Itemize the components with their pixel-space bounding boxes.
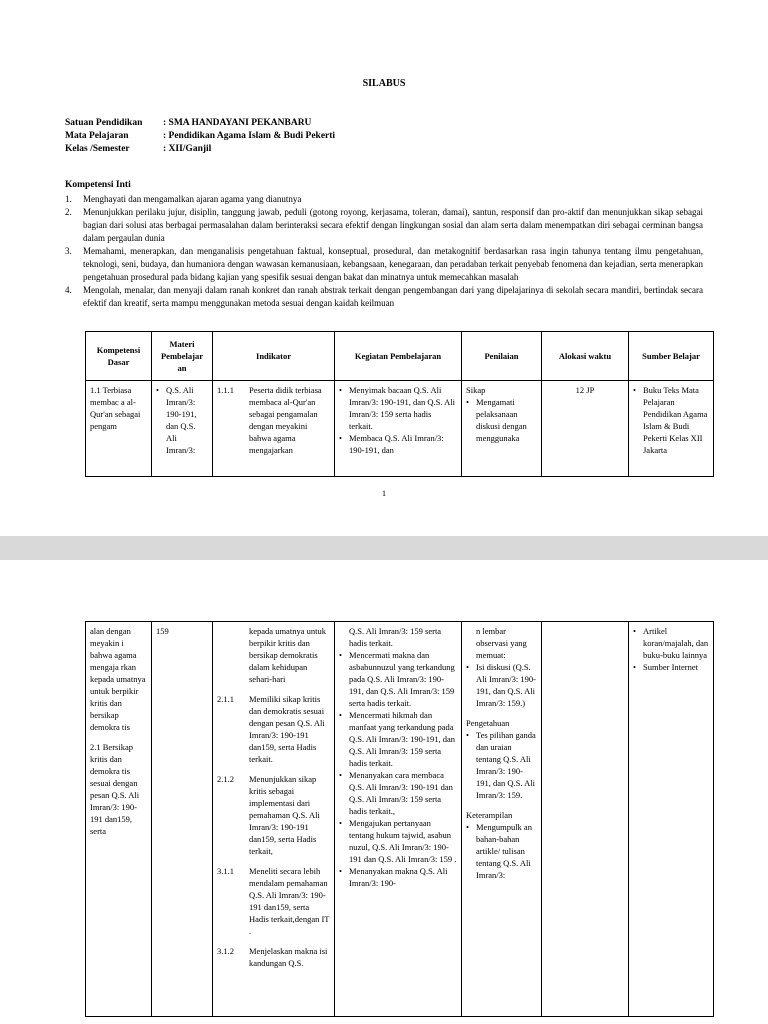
cell-indikator xyxy=(213,622,335,1017)
core-competency-list xyxy=(65,193,703,310)
pengetahuan-label: Pengetahuan xyxy=(466,718,510,728)
penilaian-continued: n lembar observasi yang memuat: xyxy=(476,626,527,660)
cell-kegiatan xyxy=(335,381,462,477)
ki-number: 2. xyxy=(65,207,72,217)
kegiatan-continued: Q.S. Ali Imran/3: 159 serta hadis terkait. xyxy=(349,626,442,648)
core-competency-item xyxy=(65,193,703,206)
header-penilaian: Penilaian xyxy=(462,332,542,381)
header-materi: Materi Pembelajar an xyxy=(152,332,213,381)
sumber-item: • Artikel koran/majalah, dan buku-buku lainnya xyxy=(633,625,709,661)
school-label: Satuan Pendidikan xyxy=(65,118,143,128)
indicator-text: kepada umatnya untuk berpikir kritis dan bersikap demokratis dalam kehidupan sehari-hari xyxy=(249,626,326,684)
cell-materi: 159 xyxy=(152,622,213,1017)
kegiatan-item: • Menyimak bacaan Q.S. Ali Imran/3: 190-191, dan Q.S. Ali Imran/3: 159 serta hadis terkait. xyxy=(339,384,457,432)
core-competency-heading: Kompetensi Inti xyxy=(65,180,131,190)
indicator-number: 3.1.2 xyxy=(217,946,234,956)
indicator-number: 3.1.1 xyxy=(217,866,234,876)
core-competency-item xyxy=(65,284,703,310)
indicator-text: Peserta didik terbiasa membaca al-Qur'an sebagai pengamalan dengan meyakini bahwa agama mengajarkan xyxy=(249,385,322,455)
cell-kd xyxy=(86,622,152,1017)
header-indikator: Indikator xyxy=(213,332,335,381)
kegiatan-item: • Mencermati makna dan asbabunnuzul yang terkandung pada Q.S. Ali Imran/3: 190-191, dan Q.S. Ali Imran/3: 159 serta hadis terkait. xyxy=(339,649,457,709)
sumber-item: • Sumber Internet xyxy=(633,661,709,673)
indicator-number: 1.1.1 xyxy=(217,385,234,395)
cell-penilaian xyxy=(462,622,542,1017)
penilaian-item: • Tes pilihan ganda dan uraian tentang Q.S. Ali Imran/3: 190-191, dan Q.S. Ali Imran/3: 159. xyxy=(466,729,537,801)
kegiatan-item: • Menanyakan cara membaca Q.S. Ali Imran/3: 190-191 dan Q.S. Ali Imran/3: 159 serta hadis terkait., xyxy=(339,769,457,817)
kegiatan-item: • Membaca Q.S. Ali Imran/3: 190-191, dan xyxy=(339,432,457,456)
indicator-text: Meneliti secara lebih mendalam pemahaman Q.S. Ali Imran/3: 190-191 dan159, serta Hadis terkait,dengan IT . xyxy=(249,866,330,936)
cell-sumber xyxy=(629,381,714,477)
school-value: : SMA HANDAYANI PEKANBARU xyxy=(163,118,312,128)
indicator-item xyxy=(217,945,330,969)
indicator-item xyxy=(217,384,330,456)
sumber-item: • Buku Teks Mata Pelajaran Pendidikan Agama Islam & Budi Pekerti Kelas XII Jakarta xyxy=(633,384,709,456)
page-number: 1 xyxy=(381,488,387,498)
syllabus-table-continued xyxy=(85,621,714,1017)
header-sumber: Sumber Belajar xyxy=(629,332,714,381)
header-alokasi: Alokasi waktu xyxy=(542,332,629,381)
cell-kegiatan xyxy=(335,622,462,1017)
core-competency-item xyxy=(65,206,703,245)
ki-text: Mengolah, menalar, dan menyaji dalam ranah konkret dan ranah abstrak terkait dengan pengembangan dari yang dipelajarinya di sekolah secara mandiri, bertindak secara efektif dan kreatif, serta mampu menggunakan metoda sesuai dengan kaidah keilmuan xyxy=(83,285,703,308)
header-kompetensi-dasar: Kompetensi Dasar xyxy=(86,332,152,381)
core-competency-item xyxy=(65,245,703,284)
penilaian-item: • Mengumpulk an bahan-bahan artikle/ tulisan tentang Q.S. Ali Imran/3: xyxy=(466,821,537,881)
penilaian-sikap-label: Sikap xyxy=(466,385,486,395)
kegiatan-item: • Menanyakan makna Q.S. Ali Imran/3: 190- xyxy=(339,865,457,889)
cell-kd: 1.1 Terbiasa membac a al-Qur'an sebagai pengam xyxy=(86,381,152,477)
kegiatan-item: • Mengajukan pertanyaan tentang hukum tajwid, asabun nuzul, Q.S. Ali Imran/3: 190-191 dan Q.S. Ali Imran/3: 159 . xyxy=(339,817,457,865)
indicator-number: 2.1.2 xyxy=(217,774,234,784)
kegiatan-item: • Mencermati hikmah dan manfaat yang terkandung pada Q.S. Ali Imran/3: 190-191, dan Q.S. Ali Imran/3: 159 serta hadis terkait. xyxy=(339,709,457,769)
class-semester-label: Kelas /Semester xyxy=(65,144,130,154)
table-row xyxy=(86,622,714,1017)
indicator-item xyxy=(217,693,330,765)
indicator-text: Menjelaskan makna isi kandungan Q.S. xyxy=(249,946,328,968)
ki-text: Memahami, menerapkan, dan menganalisis pengetahuan faktual, konseptual, prosedural, dan metakognitif berdasarkan rasa ingin tahunya tentang ilmu pengetahuan, teknologi, seni, budaya, dan humaniora dengan wawasan kemanusiaan, kebangsaan, kenegaraan, dan peradaban terkait penyebab fenomena dan kejadian, serta menerapkan pengetahuan prosedural pada bidang kajian yang spesifik sesuai dengan bakat dan minatnya untuk memecahkan masalah xyxy=(83,246,703,282)
cell-indikator xyxy=(213,381,335,477)
ki-number: 1. xyxy=(65,194,72,204)
penilaian-item: • Isi diskusi (Q.S. Ali Imran/3: 190-191, dan Q.S. Ali Imran/3: 159.) xyxy=(466,661,537,709)
indicator-item xyxy=(217,865,330,937)
cell-alokasi xyxy=(542,622,629,1017)
ki-number: 3. xyxy=(65,246,72,256)
ki-text: Menunjukkan perilaku jujur, disiplin, tanggung jawab, peduli (gotong royong, kerjasama, toleran, damai), santun, responsif dan pro-aktif dan menunjukkan sikap sebagai bagian dari solusi atas berbagai permasalahan dalam berinteraksi secara efektif dengan lingkungan sosial dan alam serta dalam menempatkan diri sebagai cerminan bangsa dalam pergaulan dunia xyxy=(83,207,703,243)
kd-2-1: 2.1 Bersikap kritis dan demokra tis sesuai dengan pesan Q.S. Ali Imran/3: 190-191 dan159, serta xyxy=(90,742,140,836)
indicator-item xyxy=(217,625,330,685)
header-kegiatan: Kegiatan Pembelajaran xyxy=(335,332,462,381)
indicator-text: Memiliki sikap kritis dan demokratis sesuai dengan pesan Q.S. Ali Imran/3: 190-191 dan159, serta Hadis terkait. xyxy=(249,694,325,764)
cell-sumber xyxy=(629,622,714,1017)
indicator-text: Menunjukkan sikap kritis sebagai implementasi dari pemahaman Q.S. Ali Imran/3: 190-191 dan159, serta Hadis terkait, xyxy=(249,774,320,856)
indicator-number: 2.1.1 xyxy=(217,694,234,704)
class-semester-value: : XII/Ganjil xyxy=(163,144,212,154)
cell-penilaian xyxy=(462,381,542,477)
kd-continued: alan dengan meyakin i bahwa agama mengaja rkan kepada umatnya untuk berpikir kritis dan bersikap demokra tis xyxy=(90,626,146,732)
cell-materi xyxy=(152,381,213,477)
materi-item: • Q.S. Ali Imran/3: 190-191, dan Q.S. Ali Imran/3: xyxy=(156,384,208,456)
subject-value: : Pendidikan Agama Islam & Budi Pekerti xyxy=(163,131,336,141)
indicator-item xyxy=(217,773,330,857)
cell-alokasi: 12 JP xyxy=(542,381,629,477)
ki-text: Menghayati dan mengamalkan ajaran agama yang dianutnya xyxy=(83,194,302,204)
syllabus-table xyxy=(85,331,714,477)
subject-label: Mata Pelajaran xyxy=(65,131,129,141)
document-title: SILABUS xyxy=(362,78,406,89)
penilaian-item: • Mengamati pelaksanaan diskusi dengan menggunaka xyxy=(466,396,537,444)
keterampilan-label: Keterampilan xyxy=(466,810,513,820)
document-page-2 xyxy=(0,560,768,1024)
table-row xyxy=(86,381,714,477)
ki-number: 4. xyxy=(65,285,72,295)
